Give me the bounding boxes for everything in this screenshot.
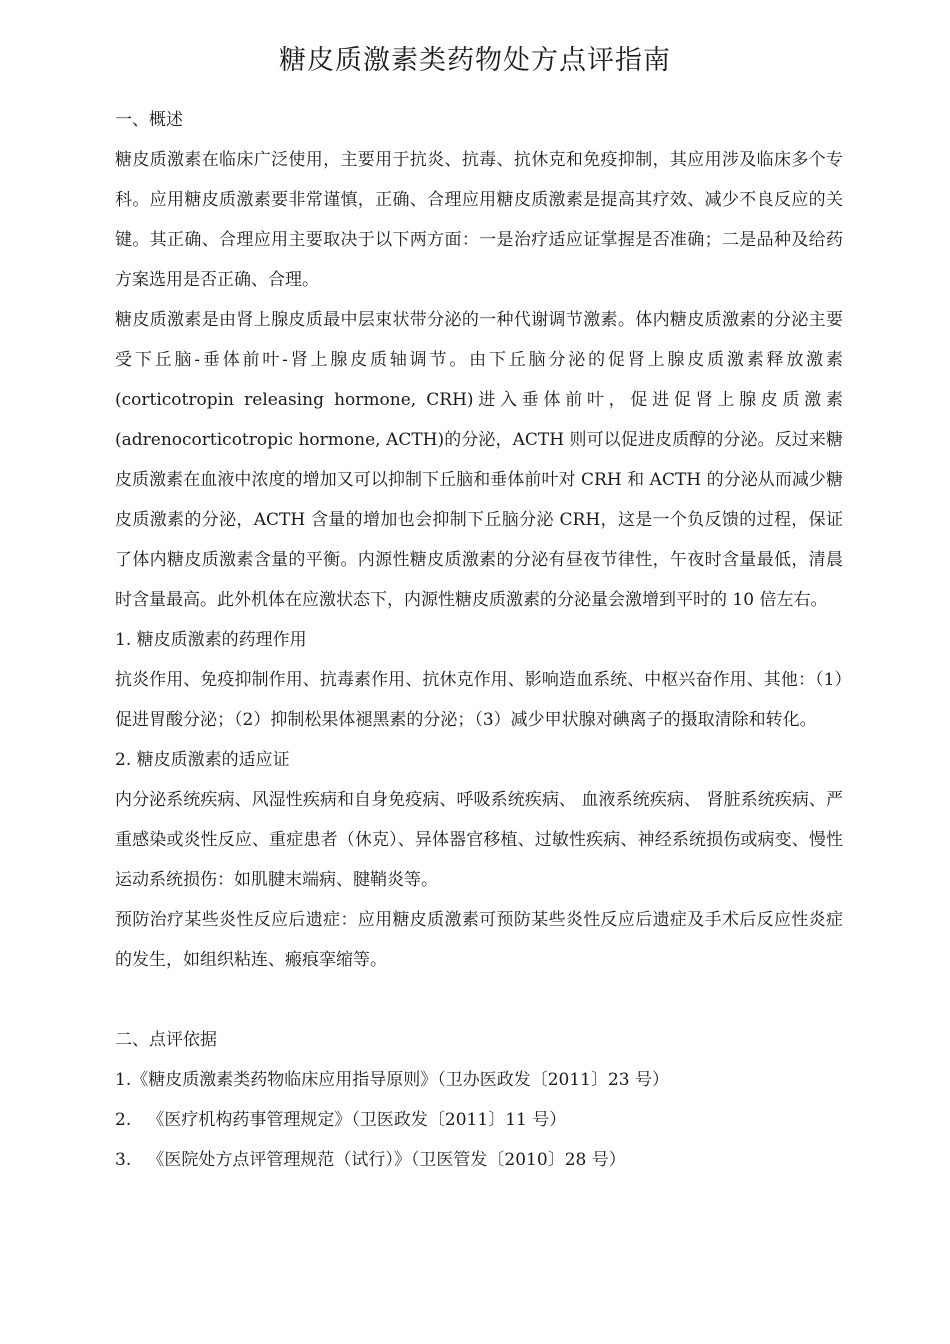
reference-item: 3. 《医院处方点评管理规范（试行）》（卫医管发〔2010〕28 号） <box>115 1150 626 1170</box>
page-title: 糖皮质激素类药物处方点评指南 <box>279 45 671 76</box>
section-heading-overview: 一、概述 <box>115 110 183 130</box>
paragraph-pharmacology: 抗炎作用、免疫抑制作用、抗毒素作用、抗休克作用、影响造血系统、中枢兴奋作用、其他：（1）促进胃酸分泌；（2）抑制松果体褪黑素的分泌；（3）减少甲状腺对碘离子的摄取清除和转化。 <box>115 670 843 730</box>
subsection-heading-indications: 2. 糖皮质激素的适应证 <box>115 750 290 770</box>
reference-item: 2. 《医疗机构药事管理规定》（卫医政发〔2011〕11 号） <box>115 1110 567 1130</box>
reference-item: 1.《糖皮质激素类药物临床应用指导原则》（卫办医政发〔2011〕23 号） <box>115 1070 670 1090</box>
paragraph-overview-2: 糖皮质激素是由肾上腺皮质最中层束状带分泌的一种代谢调节激素。体内糖皮质激素的分泌主要受下丘脑-垂体前叶-肾上腺皮质轴调节。由下丘脑分泌的促肾上腺皮质激素释放激素(corticotropin releasing hormone, CRH)进入垂体前叶，促进促肾上腺皮质激素(adrenocorticotropic hormone, ACTH)的分泌，ACTH 则可以促进皮质醇的分泌。反过来糖皮质激素在血液中浓度的增加又可以抑制下丘脑和垂体前叶对 CRH 和 ACTH 的分泌从而减少糖皮质激素的分泌，ACTH 含量的增加也会抑制下丘脑分泌 CRH，这是一个负反馈的过程，保证了体内糖皮质激素含量的平衡。内源性糖皮质激素的分泌有昼夜节律性，午夜时含量最低，清晨时含量最高。此外机体在应激状态下，内源性糖皮质激素的分泌量会激增到平时的 10 倍左右。 <box>115 310 843 610</box>
subsection-heading-pharmacology: 1. 糖皮质激素的药理作用 <box>115 630 307 650</box>
blank-line <box>115 980 843 1020</box>
section-heading-basis: 二、点评依据 <box>115 1030 217 1050</box>
document-body <box>115 100 843 1180</box>
paragraph-overview-1: 糖皮质激素在临床广泛使用，主要用于抗炎、抗毒、抗休克和免疫抑制，其应用涉及临床多个专科。应用糖皮质激素要非常谨慎，正确、合理应用糖皮质激素是提高其疗效、减少不良反应的关键。其正确、合理应用主要取决于以下两方面：一是治疗适应证掌握是否准确；二是品种及给药方案选用是否正确、合理。 <box>115 150 843 290</box>
paragraph-indications-1: 内分泌系统疾病、风湿性疾病和自身免疫病、呼吸系统疾病、 血液系统疾病、 肾脏系统疾病、严重感染或炎性反应、重症患者（休克）、异体器官移植、过敏性疾病、神经系统损伤或病变、慢性运动系统损伤：如肌腱末端病、腱鞘炎等。 <box>115 790 843 890</box>
paragraph-indications-2: 预防治疗某些炎性反应后遗症：应用糖皮质激素可预防某些炎性反应后遗症及手术后反应性炎症的发生，如组织粘连、瘢痕挛缩等。 <box>115 910 843 970</box>
